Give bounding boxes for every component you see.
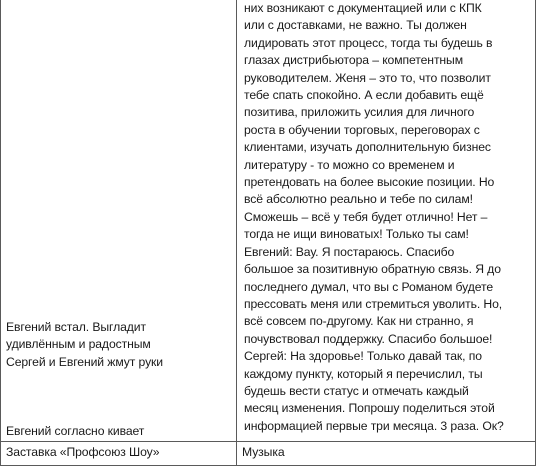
table-row [1, 442, 536, 466]
music-cell: Музыка [237, 442, 536, 466]
dialogue-line: всё совсем по-другому. Как ни странно, я [244, 314, 474, 329]
screensaver-cell: Заставка «Профсоюз Шоу» [1, 442, 237, 466]
dialogue-line: глазах дистрибьютора – компетентным [244, 53, 463, 68]
stage-direction-line: Евгений согласно кивает [6, 424, 145, 438]
stage-direction-line: удивлённым и радостным [6, 337, 151, 352]
dialogue-line: каждому пункту, который я перечислил, ты [244, 366, 483, 381]
dialogue-line: лидировать этот процесс, тогда ты будешь в [244, 35, 493, 50]
dialogue-line: претендовать на более высокие позиции. Но [244, 175, 495, 190]
stage-direction-note [6, 319, 163, 371]
table-row [1, 0, 536, 442]
dialogue-line: информацией первые три месяца. 3 раза. Ок? [244, 418, 504, 433]
stage-direction-line: Евгений встал. Выгладит [6, 320, 146, 334]
dialogue-line: клиентами, изучать дополнительную бизнес [244, 140, 491, 155]
dialogue-line: позитива, приложить усилия для личного [244, 105, 475, 120]
dialogue-line: Сергей: На здоровье! Только давай так, по [244, 349, 482, 364]
dialogue-line: роста в обучении торговых, переговорах с [244, 122, 480, 137]
dialogue-line: руководителем. Женя – это то, что позволит [244, 70, 491, 85]
stage-direction-note [6, 423, 144, 440]
dialogue-line: тогда не ищи виноватых! Только ты сам! [244, 227, 469, 242]
dialogue-line: Сможешь – всё у тебя будет отлично! Нет – [244, 209, 488, 224]
dialogue-line: будешь вести статус и отмечать каждый [244, 383, 469, 398]
dialogue-line: или с доставками, не важно. Ты должен [244, 18, 467, 33]
dialogue-line: прессовать меня или стремиться уволить. Но, [244, 296, 503, 311]
dialogue-line: последнего думал, что вы с Романом будете [244, 279, 494, 294]
dialogue-line: месяц изменения. Попрошу поделиться этой [244, 401, 495, 416]
stage-directions-cell [1, 0, 237, 442]
dialogue-line: литературу - то можно со временем и [244, 157, 455, 172]
dialogue-cell [237, 0, 536, 442]
dialogue-line: почувствовал поддержку. Спасибо большое! [244, 331, 493, 346]
dialogue-line: большое за позитивную обратную связь. Я до [244, 262, 501, 277]
dialogue-line: всё абсолютно реально и тебе по силам! [244, 192, 473, 207]
dialogue-line: Евгений: Вау. Я постараюсь. Спасибо [244, 244, 455, 259]
dialogue-line: тебе спать спокойно. А если добавить ещё [244, 88, 484, 103]
stage-direction-line: Сергей и Евгений жмут руки [6, 354, 163, 369]
dialogue-line: них возникают с документацией или с КПК [244, 1, 482, 15]
